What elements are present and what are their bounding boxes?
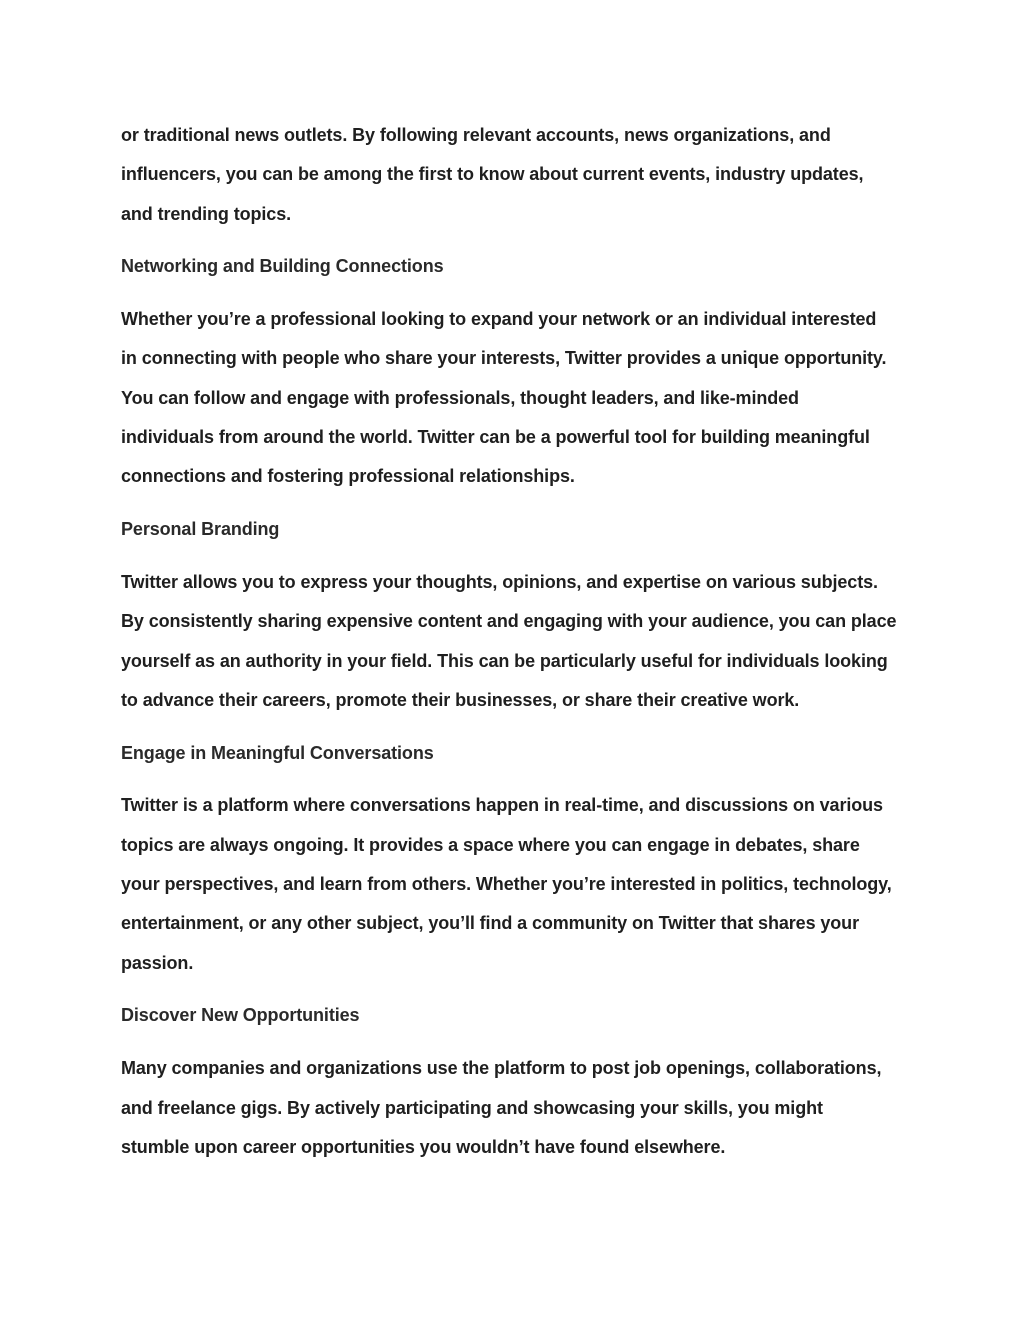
text-line: Many companies and organizations use the platform to post job openings, collaborations, bbox=[121, 1058, 882, 1079]
text-line: You can follow and engage with professionals, thought leaders, and like-minded bbox=[121, 387, 799, 408]
spacer bbox=[121, 549, 912, 563]
text-line: your perspectives, and learn from others. Whether you’re interested in politics, technology, bbox=[121, 874, 892, 895]
text-line: passion. bbox=[121, 952, 194, 973]
text-line: Twitter is a platform where conversations happen in real-time, and discussions on various bbox=[121, 795, 883, 816]
heading-conversations: Engage in Meaningful Conversations bbox=[121, 742, 434, 763]
paragraph-opportunities bbox=[121, 1049, 912, 1167]
spacer bbox=[121, 287, 912, 301]
spacer bbox=[121, 773, 912, 787]
heading-personal-branding: Personal Branding bbox=[121, 519, 280, 540]
paragraph-networking bbox=[121, 300, 912, 496]
paragraph-conversations bbox=[121, 786, 912, 982]
heading-networking: Networking and Building Connections bbox=[121, 256, 444, 277]
heading-opportunities: Discover New Opportunities bbox=[121, 1005, 360, 1026]
text-line: to advance their careers, promote their businesses, or share their creative work. bbox=[121, 689, 800, 710]
spacer bbox=[121, 720, 912, 734]
spacer bbox=[121, 1036, 912, 1050]
text-line: or traditional news outlets. By following relevant accounts, news organizations, and bbox=[121, 125, 831, 145]
text-line: individuals from around the world. Twitter can be a powerful tool for building meaningful bbox=[121, 427, 870, 448]
text-line: topics are always ongoing. It provides a space where you can engage in debates, share bbox=[121, 834, 860, 855]
text-line: and trending topics. bbox=[121, 203, 292, 224]
text-line: connections and fostering professional relationships. bbox=[121, 466, 575, 487]
text-line: influencers, you can be among the first to know about current events, industry updates, bbox=[121, 164, 864, 185]
paragraph-personal-branding bbox=[121, 563, 912, 720]
text-line: By consistently sharing expensive content and engaging with your audience, you can place bbox=[121, 611, 897, 632]
spacer bbox=[121, 497, 912, 511]
text-line: entertainment, or any other subject, you’ll find a community on Twitter that shares your bbox=[121, 913, 859, 934]
text-line: yourself as an authority in your field. This can be particularly useful for individuals looking bbox=[121, 650, 888, 671]
spacer bbox=[121, 983, 912, 997]
text-line: Whether you’re a professional looking to expand your network or an individual interested bbox=[121, 309, 877, 330]
paragraph-news-outlets bbox=[121, 116, 912, 234]
text-line: in connecting with people who share your interests, Twitter provides a unique opportunity. bbox=[121, 348, 887, 369]
text-line: and freelance gigs. By actively participating and showcasing your skills, you might bbox=[121, 1097, 823, 1118]
spacer bbox=[121, 234, 912, 248]
text-line: Twitter allows you to express your thoughts, opinions, and expertise on various subjects. bbox=[121, 571, 878, 592]
text-line: stumble upon career opportunities you wouldn’t have found elsewhere. bbox=[121, 1136, 726, 1157]
